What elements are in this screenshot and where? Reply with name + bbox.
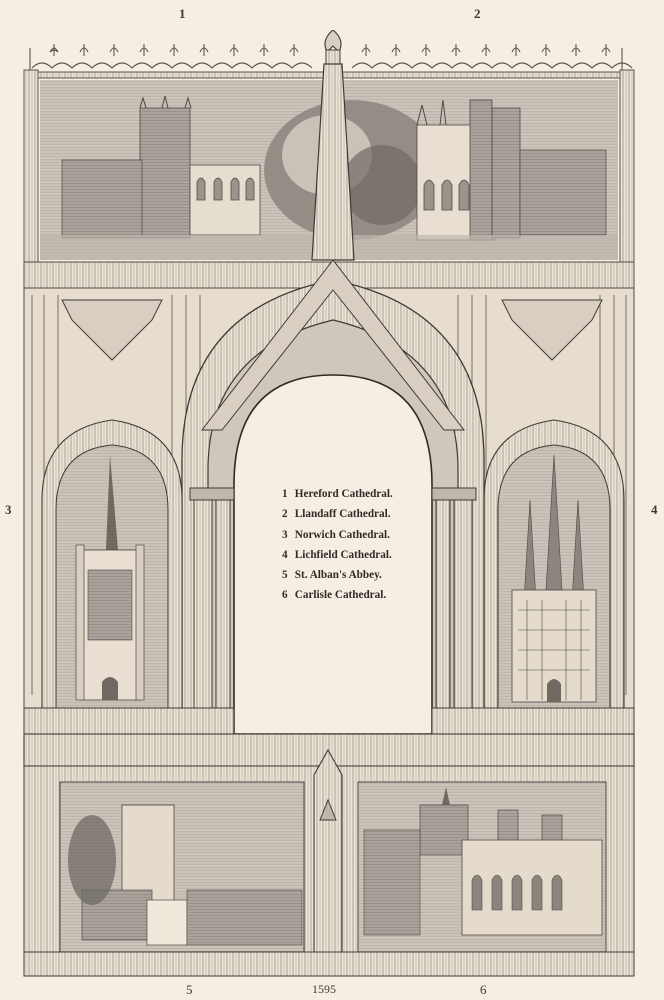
vignette-st-albans xyxy=(60,782,304,952)
legend-number: 2 xyxy=(282,508,288,521)
vignette-lichfield xyxy=(498,445,610,710)
legend-label: Lichfield Cathedral. xyxy=(294,548,392,561)
legend-number: 6 xyxy=(282,589,288,602)
legend-label: Norwich Cathedral. xyxy=(294,528,390,541)
legend-number: 5 xyxy=(282,569,288,582)
legend-item xyxy=(282,504,422,524)
legend-label: Carlisle Cathedral. xyxy=(294,589,387,602)
page-number: 1595 xyxy=(312,982,336,996)
legend-item xyxy=(282,565,422,585)
legend-label: Hereford Cathedral. xyxy=(294,488,393,500)
plate-number-6: 6 xyxy=(480,982,487,997)
plate-number-4: 4 xyxy=(651,502,658,517)
vignette-norwich xyxy=(56,445,168,710)
legend-label: St. Alban's Abbey. xyxy=(294,569,382,582)
legend-item xyxy=(282,525,422,545)
legend-number: 3 xyxy=(282,528,288,541)
vignette-carlisle xyxy=(358,782,606,952)
plate-number-3: 3 xyxy=(5,502,12,517)
legend-item xyxy=(282,484,422,504)
legend-item xyxy=(282,585,422,605)
legend-number: 4 xyxy=(282,548,288,561)
plate-number-1: 1 xyxy=(179,6,186,21)
legend-item xyxy=(282,545,422,565)
cathedral-legend xyxy=(282,484,422,606)
legend-label: Llandaff Cathedral. xyxy=(294,508,391,521)
central-pinnacle-bottom xyxy=(314,750,342,965)
legend-number: 1 xyxy=(282,488,288,500)
plate-number-2: 2 xyxy=(474,6,481,21)
plate-number-5: 5 xyxy=(186,982,193,997)
